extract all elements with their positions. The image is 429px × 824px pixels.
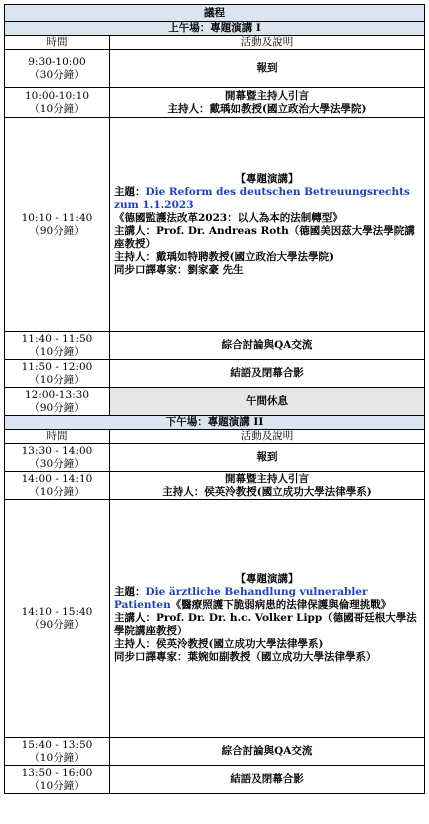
time-cell: 15:40 - 13:50 （10分鐘） xyxy=(5,738,110,766)
activity-cell xyxy=(110,472,425,500)
keynote-tag: 【專題演講】 xyxy=(235,573,299,585)
column-header-time: 時間 xyxy=(5,36,110,50)
activity-cell xyxy=(110,50,425,88)
agenda-title: 議程 xyxy=(5,5,425,22)
activity-label: 綜合討論與QA交流 xyxy=(221,745,313,757)
time-cell: 12:00-13:30 （90分鐘） xyxy=(5,388,110,416)
time-cell: 14:10 - 15:40 （90分鐘） xyxy=(5,500,110,738)
keynote-subject-zh: 《醫療照護下脆弱病患的法律保護與倫理挑戰》 xyxy=(170,599,392,611)
time-cell: 14:00 - 14:10 （10分鐘） xyxy=(5,472,110,500)
keynote-interpreter: 同步口譯專家：葉婉如副教授（國立成功大學法律學系） xyxy=(114,651,377,663)
activity-label: 結語及閉幕合影 xyxy=(230,773,304,785)
agenda-table xyxy=(4,4,425,794)
keynote-subject-foreign: Die Reform des deutschen Betreuungsrechts zum 1.1.2023 xyxy=(114,185,410,211)
time-cell: 11:50 - 12:00 （10分鐘） xyxy=(5,360,110,388)
keynote-host: 主持人：侯英泠教授(國立成功大學法律學系) xyxy=(114,638,324,650)
session-heading-afternoon: 下午場：專題演講 II xyxy=(5,416,425,430)
activity-cell xyxy=(110,738,425,766)
host-label: 主持人：戴瑀如教授(國立政治大學法學院) xyxy=(167,102,367,115)
keynote-subject-foreign: Die ärztliche Behandlung vulnerabler Patienten xyxy=(114,586,368,611)
activity-label: 報到 xyxy=(256,451,278,463)
keynote-subject: 主題：Die ärztliche Behandlung vulnerabler Patienten《醫療照護下脆弱病患的法律保護與倫理挑戰》 xyxy=(114,586,392,611)
session-heading-morning: 上午場：專題演講 I xyxy=(5,22,425,36)
time-cell: 9:30-10:00 （30分鐘） xyxy=(5,50,110,88)
lunch-break-cell xyxy=(110,388,425,416)
activity-cell xyxy=(110,360,425,388)
keynote-cell xyxy=(110,118,425,332)
keynote-speaker: 主講人：Prof. Dr. Andreas Roth（德國美因茲大學法學院講座教授） xyxy=(114,224,415,250)
host-label: 主持人：侯英泠教授(國立成功大學法律學系) xyxy=(162,485,372,498)
activity-label: 開幕暨主持人引言 xyxy=(225,472,309,485)
keynote-tag: 【專題演講】 xyxy=(235,172,299,185)
activity-cell xyxy=(110,332,425,360)
activity-label: 報到 xyxy=(256,62,278,74)
keynote-cell xyxy=(110,500,425,738)
activity-label: 午間休息 xyxy=(246,395,288,407)
column-header-activity: 活動及說明 xyxy=(110,430,425,444)
time-cell: 13:30 - 14:00 （30分鐘） xyxy=(5,444,110,472)
activity-cell xyxy=(110,444,425,472)
keynote-interpreter: 同步口譯專家：劉家豪 先生 xyxy=(114,263,244,276)
keynote-speaker: 主講人：Prof. Dr. Dr. h.c. Volker Lipp（德國哥廷根大學法學院講座教授） xyxy=(114,612,417,637)
activity-cell xyxy=(110,88,425,118)
column-header-time: 時間 xyxy=(5,430,110,444)
keynote-subject: 主題：Die Reform des deutschen Betreuungsrechts zum 1.1.2023《德國監護法改革2023：以人為本的法制轉型》 xyxy=(114,185,410,224)
time-cell: 10:00-10:10 （10分鐘） xyxy=(5,88,110,118)
activity-cell xyxy=(110,766,425,794)
column-header-activity: 活動及說明 xyxy=(110,36,425,50)
time-cell: 10:10 - 11:40 （90分鐘） xyxy=(5,118,110,332)
activity-label: 綜合討論與QA交流 xyxy=(221,339,313,351)
time-cell: 13:50 - 16:00 （10分鐘） xyxy=(5,766,110,794)
time-cell: 11:40 - 11:50 （10分鐘） xyxy=(5,332,110,360)
keynote-host: 主持人：戴瑀如特聘教授(國立政治大學法學院) xyxy=(114,250,334,263)
activity-label: 開幕暨主持人引言 xyxy=(225,89,309,102)
keynote-subject-zh: 《德國監護法改革2023：以人為本的法制轉型》 xyxy=(114,211,343,224)
activity-label: 結語及閉幕合影 xyxy=(230,367,304,379)
